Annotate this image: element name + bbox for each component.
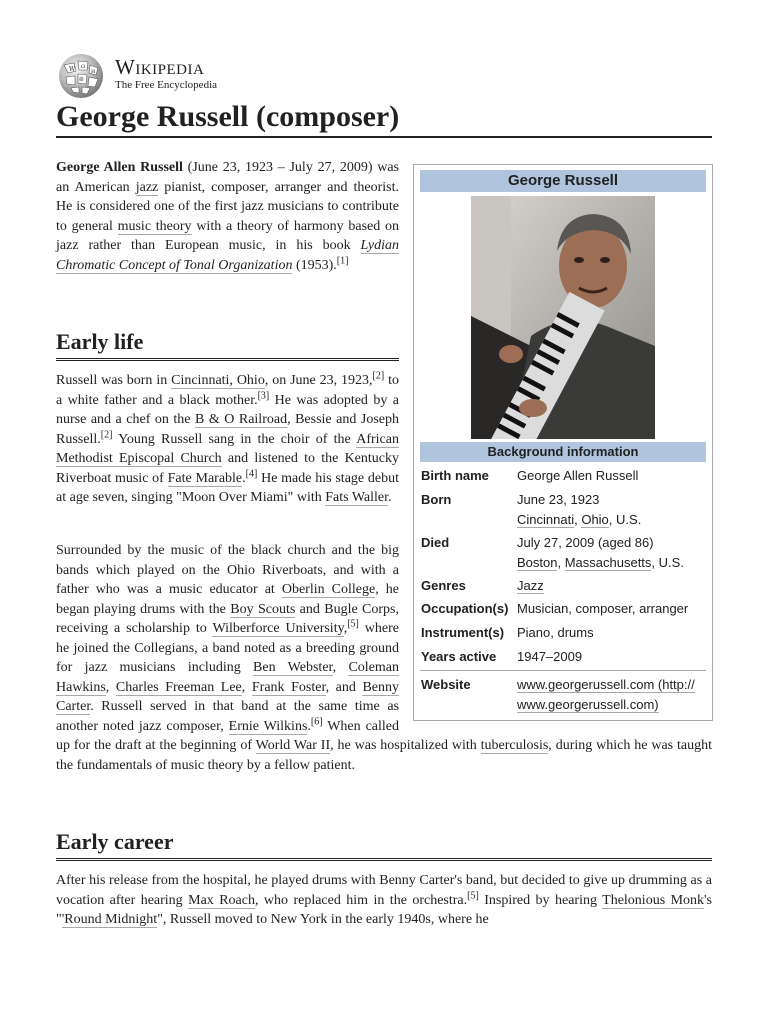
infobox [413, 164, 713, 721]
text: When called up for the draft at the beginning of [56, 718, 399, 753]
link-jazz[interactable]: jazz [135, 179, 159, 195]
page-title: George Russell (composer) [56, 98, 712, 138]
value: June 23, 1923 Cincinnati, Ohio, U.S. [517, 492, 642, 527]
text: to a white father and a black mother. [56, 373, 399, 408]
wikipedia-tagline: The Free Encyclopedia [115, 79, 218, 91]
link-max-roach[interactable]: Max Roach [188, 892, 255, 908]
citation-5[interactable]: [5] [347, 618, 359, 630]
text: , Bessie and Joseph Russell. [56, 412, 399, 447]
text: , he began playing drums with the [56, 582, 400, 617]
text: where he joined the Collegians, a band noted as a breeding ground for jazz musicians including [56, 621, 400, 675]
link-thelonious-monk[interactable]: Thelonious Monk [602, 892, 705, 908]
text: . Russell served in that band at the same time as another noted jazz composer, [56, 699, 399, 734]
link-ohio[interactable]: Ohio [581, 512, 609, 527]
intro-paragraph [56, 158, 399, 275]
link-fats-waller[interactable]: Fats Waller [325, 490, 389, 505]
label: Instrument(s) [421, 625, 505, 640]
value: George Allen Russell [517, 468, 639, 483]
intro-text: with a theory of harmony based on jazz rather than European music, in his book [56, 218, 399, 253]
citation-4[interactable]: [4] [245, 467, 258, 479]
text: , who replaced him in the orchestra. [254, 892, 468, 908]
label: Occupation(s) [421, 601, 509, 616]
link-ben-webster[interactable]: Ben Webster [253, 660, 333, 675]
svg-text:И: И [91, 69, 96, 75]
citation-5b[interactable]: [5] [467, 889, 479, 901]
link-website-line2[interactable]: www.georgerussell.com) [517, 697, 659, 712]
svg-text:Ω: Ω [81, 64, 86, 70]
text: He was adopted by a nurse and a chef on the [56, 392, 399, 427]
link-music-theory[interactable]: music theory [117, 218, 192, 234]
text: , [241, 679, 252, 695]
value: July 27, 2009 (aged 86) Boston, Massachusetts, U.S. [517, 535, 684, 570]
intro-text: (1953). [292, 257, 337, 273]
text: Surrounded by the music of the black church and the big bands which played on the Ohio Riverboats, and with a father who was a music educator at [56, 543, 399, 597]
text: Inspired by hearing [478, 892, 603, 908]
link-tuberculosis[interactable]: tuberculosis [480, 738, 549, 753]
text: Young Russell sang in the choir of the [112, 431, 357, 447]
label: Birth name [421, 468, 489, 483]
subject-name: George Allen Russell [56, 160, 183, 175]
svg-text:維: 維 [79, 77, 85, 83]
link-ame-church[interactable]: African Methodist Episcopal Church [56, 431, 399, 466]
text: , on June 23, 1923, [264, 373, 373, 388]
wikipedia-wordmark[interactable]: Wikipedia [115, 55, 205, 79]
value: 1947–2009 [517, 649, 583, 664]
link-coleman-hawkins[interactable]: Coleman Hawkins [56, 660, 400, 695]
wikipedia-globe-logo[interactable] [56, 53, 106, 99]
label: Genres [421, 578, 466, 593]
value [517, 576, 707, 596]
label: Died [421, 535, 450, 550]
text: , [105, 679, 116, 695]
portrait-photo[interactable] [471, 196, 655, 439]
link-fate-marable[interactable]: Fate Marable [167, 470, 243, 486]
link-boy-scouts[interactable]: Boy Scouts [230, 601, 296, 617]
link-world-war-ii[interactable]: World War II [255, 738, 331, 753]
link-benny-carter[interactable]: Benny Carter [56, 679, 400, 714]
citation-2[interactable]: [2] [372, 370, 385, 382]
text: . [307, 718, 311, 734]
citation-2b[interactable]: [2] [100, 428, 113, 440]
link-lydian-book[interactable]: Lydian Chromatic Concept of Tonal Organization [56, 238, 399, 273]
citation-3[interactable]: [3] [257, 389, 270, 401]
link-wilberforce-university[interactable]: Wilberforce University [212, 621, 344, 636]
text: , [332, 660, 349, 675]
early-career-paragraph [56, 871, 712, 929]
link-boston[interactable]: Boston [517, 555, 558, 570]
infobox-title: George Russell [420, 170, 706, 192]
link-round-midnight[interactable]: 'Round Midnight [61, 912, 158, 927]
text: He made his stage debut at age seven, singing "Moon Over Miami" with [56, 470, 399, 505]
label: Born [421, 492, 452, 507]
link-charles-freeman-lee[interactable]: Charles Freeman Lee [115, 679, 242, 695]
text: , [343, 621, 348, 636]
value: Musician, composer, arranger [517, 601, 689, 616]
citation-1[interactable]: [1] [336, 254, 349, 266]
link-genre-jazz[interactable]: Jazz [517, 578, 544, 593]
link-frank-foster[interactable]: Frank Foster [251, 679, 326, 695]
died-date: July 27, 2009 (aged 86) [517, 535, 654, 550]
label: Years active [421, 649, 497, 664]
svg-text:W: W [69, 66, 76, 73]
infobox-section-background: Background information [420, 442, 706, 462]
text: and Bugle Corps, receiving a scholarship to [56, 601, 399, 636]
value: Piano, drums [517, 625, 594, 640]
link-bo-railroad[interactable]: B & O Railroad [195, 412, 288, 427]
heading-early-life: Early life [56, 328, 399, 361]
born-date: June 23, 1923 [517, 492, 600, 507]
label: Website [421, 677, 471, 692]
citation-6[interactable]: [6] [310, 715, 323, 727]
link-oberlin-college[interactable]: Oberlin College [281, 582, 376, 597]
text: , and [325, 679, 363, 695]
text: , he was hospitalized with [330, 738, 481, 753]
link-cincinnati-ohio[interactable]: Cincinnati, Ohio [171, 373, 265, 388]
link-cincinnati[interactable]: Cincinnati [517, 512, 575, 527]
text: After his release from the hospital, he played drums with Benny Carter's band, but decided to give up drumming as a vocation after hearing [56, 873, 712, 908]
text: 's " [56, 892, 712, 927]
text: ", Russell moved to New York in the early 1940s, where he [157, 912, 489, 927]
value [517, 675, 707, 715]
link-ernie-wilkins[interactable]: Ernie Wilkins [228, 718, 308, 734]
link-massachusetts[interactable]: Massachusetts [564, 555, 652, 570]
intro-text: pianist, composer, arranger and theorist. He is considered one of the first jazz musicians to contribute to general [56, 179, 399, 234]
text: , during which he was taught the fundamentals of music theory by a fellow patient. [56, 738, 713, 773]
intro-text: (June 23, 1923 – July 27, 2009) was an American [56, 160, 399, 195]
text: . [388, 490, 392, 505]
early-life-paragraph-1: Russell was born in Cincinnati, Ohio, on June 23, 1923,[2] to a white father and a black mother.[3] He was adopted by a nurse and a chef on the B & O Railroad, Bessie and Joseph Russell.[2] Young Russell sang in the choir of the African Methodist Episcopal Church and listened to the Kentucky Riverboat music of Fate Marable.[4] He made his stage debut at age seven, singing "Moon Over Miami" with Fats Waller. [56, 370, 400, 505]
infobox-divider [420, 670, 706, 671]
text: Russell was born in [56, 373, 172, 388]
text: and listened to the Kentucky Riverboat music of [56, 451, 400, 486]
text: , U.S. [608, 512, 642, 527]
text: , U.S. [651, 555, 684, 570]
link-website-line1[interactable]: www.georgerussell.com (http:// [517, 677, 695, 692]
heading-early-career: Early career [56, 828, 712, 861]
